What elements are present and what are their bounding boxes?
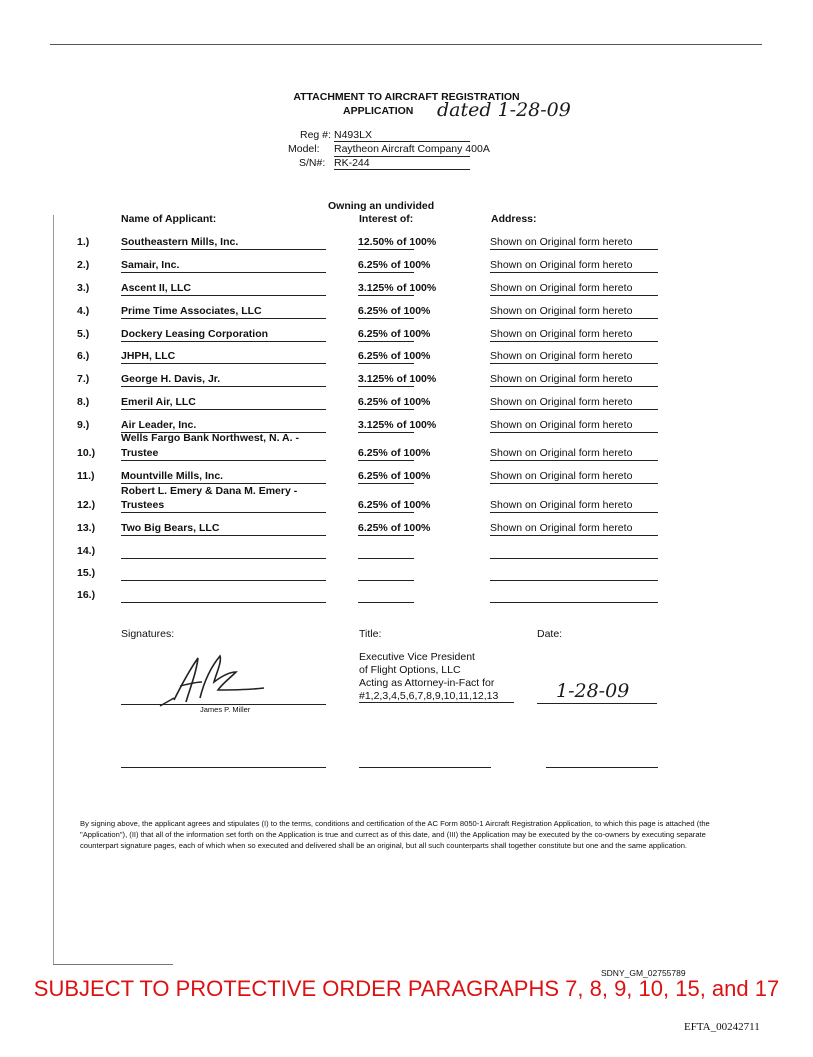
signer-title-line: #1,2,3,4,5,6,7,8,9,10,11,12,13 <box>359 690 514 703</box>
applicant-interest: 6.25% of 100% <box>358 259 431 271</box>
applicant-name: Southeastern Mills, Inc. <box>121 236 326 250</box>
page-title-line2: APPLICATION <box>343 105 414 117</box>
applicant-address: Shown on Original form hereto <box>490 522 658 536</box>
applicant-interest <box>358 567 414 581</box>
applicant-address: Shown on Original form hereto <box>490 328 658 342</box>
applicant-interest: 6.25% of 100% <box>358 470 431 482</box>
table-row <box>0 305 813 327</box>
bates-number: SDNY_GM_02755789 <box>601 968 686 978</box>
row-number: 5.) <box>77 328 90 340</box>
col-interest-header-2: Interest of: <box>359 213 414 225</box>
signer-title-line: Acting as Attorney-in-Fact for <box>359 677 495 689</box>
applicant-name: Trustees <box>121 499 326 513</box>
sn-label: S/N#: <box>299 157 326 169</box>
legal-paragraph: By signing above, the applicant agrees and stipulates (I) to the terms, conditions and certification of the AC Form 8050-1 Aircraft Registration Application, to which this page is attached (the "Application"), (II) that all of the information set forth on the Application is true and currect as of this date, and (III) the Application may be executed by the co-owners by executing separate counterpart signature pages, each of which when so executed and delivered shall be an original, but all such counterparts shall together constitute but one and the same application. <box>80 819 710 850</box>
row-number: 13.) <box>77 522 96 534</box>
applicant-name <box>121 589 326 603</box>
applicant-interest: 6.25% of 100% <box>358 328 431 340</box>
row-number: 6.) <box>77 350 90 362</box>
col-address-header: Address: <box>491 213 537 225</box>
row-number: 1.) <box>77 236 90 248</box>
signature-date: 1-28-09 <box>556 680 630 702</box>
table-row <box>0 499 813 521</box>
applicant-interest: 3.125% of 100% <box>358 419 437 431</box>
table-row <box>0 396 813 418</box>
applicant-interest: 3.125% of 100% <box>358 373 437 385</box>
reg-label: Reg #: <box>300 129 331 141</box>
table-row <box>0 259 813 281</box>
applicant-interest: 3.125% of 100% <box>358 282 437 294</box>
row-number: 14.) <box>77 545 96 557</box>
row-number: 8.) <box>77 396 90 408</box>
top-rule <box>50 44 762 45</box>
applicant-name <box>121 567 326 581</box>
table-row <box>0 373 813 395</box>
applicant-address: Shown on Original form hereto <box>490 236 658 250</box>
row-number: 9.) <box>77 419 90 431</box>
table-row <box>0 447 813 469</box>
blank-title-line <box>359 767 491 768</box>
efta-number: EFTA_00242711 <box>684 1021 760 1033</box>
applicant-name: Mountville Mills, Inc. <box>121 470 326 484</box>
model-label: Model: <box>288 143 320 155</box>
applicant-name: Air Leader, Inc. <box>121 419 326 433</box>
signature-graphic <box>140 648 280 710</box>
applicant-interest: 6.25% of 100% <box>358 396 431 408</box>
applicant-name-line1: Robert L. Emery & Dana M. Emery - <box>121 485 298 497</box>
applicant-name-line1: Wells Fargo Bank Northwest, N. A. - <box>121 432 299 444</box>
applicant-address: Shown on Original form hereto <box>490 259 658 273</box>
row-number: 16.) <box>77 589 96 601</box>
applicant-interest: 6.25% of 100% <box>358 447 431 459</box>
title-label: Title: <box>359 628 382 640</box>
applicant-name: Ascent II, LLC <box>121 282 326 296</box>
applicant-address: Shown on Original form hereto <box>490 447 658 461</box>
applicant-name: Prime Time Associates, LLC <box>121 305 326 319</box>
protective-order-notice: SUBJECT TO PROTECTIVE ORDER PARAGRAPHS 7, 8, 9, 10, 15, and 17 <box>33 976 780 1001</box>
row-number: 15.) <box>77 567 96 579</box>
handwritten-dated: dated 1-28-09 <box>437 99 571 121</box>
applicant-address: Shown on Original form hereto <box>490 419 658 433</box>
table-row <box>0 282 813 304</box>
row-number: 11.) <box>77 470 95 482</box>
applicant-address <box>490 567 658 581</box>
table-row <box>0 350 813 372</box>
col-interest-header-1: Owning an undivided <box>328 200 435 212</box>
applicant-name <box>121 545 326 559</box>
applicant-address: Shown on Original form hereto <box>490 350 658 364</box>
date-line <box>537 703 657 704</box>
table-row <box>0 522 813 544</box>
applicant-address <box>490 589 658 603</box>
date-label: Date: <box>537 628 563 640</box>
row-number: 4.) <box>77 305 90 317</box>
table-row <box>0 589 813 611</box>
applicant-interest: 6.25% of 100% <box>358 522 431 534</box>
row-number: 2.) <box>77 259 90 271</box>
row-number: 10.) <box>77 447 96 459</box>
col-name-header: Name of Applicant: <box>121 213 217 225</box>
applicant-interest <box>358 589 414 603</box>
table-row <box>0 545 813 567</box>
applicant-interest: 6.25% of 100% <box>358 305 431 317</box>
applicant-address: Shown on Original form hereto <box>490 305 658 319</box>
applicant-address: Shown on Original form hereto <box>490 282 658 296</box>
blank-signature-line <box>121 767 326 768</box>
applicant-name: Two Big Bears, LLC <box>121 522 326 536</box>
applicant-address: Shown on Original form hereto <box>490 470 658 484</box>
applicant-interest <box>358 545 414 559</box>
applicant-interest: 12.50% of 100% <box>358 236 437 248</box>
applicant-address: Shown on Original form hereto <box>490 396 658 410</box>
row-number: 3.) <box>77 282 90 294</box>
signer-title-line: Executive Vice President <box>359 651 475 663</box>
row-number: 12.) <box>77 499 96 511</box>
applicant-name: Emeril Air, LLC <box>121 396 326 410</box>
applicant-interest: 6.25% of 100% <box>358 350 431 362</box>
applicant-name: Trustee <box>121 447 326 461</box>
applicant-name: George H. Davis, Jr. <box>121 373 326 387</box>
table-row <box>0 328 813 350</box>
reg-value: N493LX <box>334 129 470 142</box>
page-title: ATTACHMENT TO AIRCRAFT REGISTRATION <box>293 91 520 103</box>
bottom-scan-line <box>53 964 173 965</box>
sn-value: RK-244 <box>334 157 470 170</box>
signatures-label: Signatures: <box>121 628 175 640</box>
table-row <box>0 567 813 589</box>
applicant-name: Dockery Leasing Corporation <box>121 328 326 342</box>
applicant-name: Samair, Inc. <box>121 259 326 273</box>
signer-name: James P. Miller <box>200 705 251 714</box>
applicant-address <box>490 545 658 559</box>
blank-date-line <box>546 767 658 768</box>
table-row <box>0 236 813 258</box>
applicant-name: JHPH, LLC <box>121 350 326 364</box>
applicant-interest: 6.25% of 100% <box>358 499 431 511</box>
applicant-address: Shown on Original form hereto <box>490 499 658 513</box>
signer-title-line: of Flight Options, LLC <box>359 664 461 676</box>
applicant-address: Shown on Original form hereto <box>490 373 658 387</box>
model-value: Raytheon Aircraft Company 400A <box>334 143 490 155</box>
row-number: 7.) <box>77 373 90 385</box>
